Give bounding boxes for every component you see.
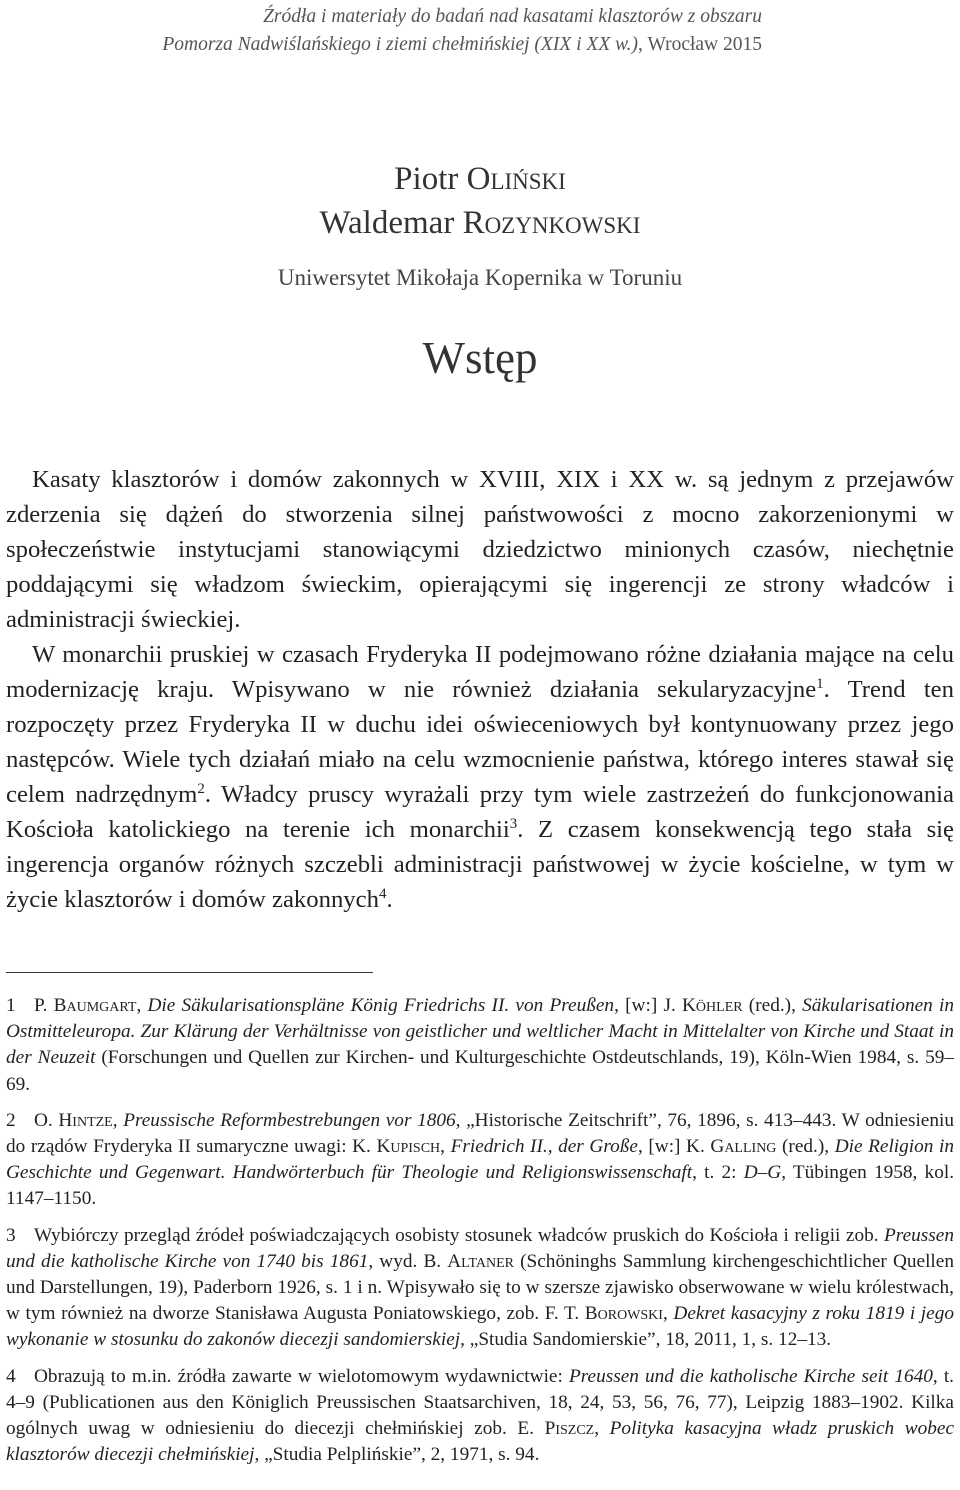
footnote-author-name: Kupisch — [376, 1136, 441, 1158]
footnote-text: , — [440, 1136, 451, 1158]
footnote-text: , t. 4–9 (Publicationen aus den Königlich Preussischen Staatsarchiven, 18, 24, 53, 56, 76, 77), Leipzig 1883–1902. Kilka ogólnych uwag w odniesieniu do diecezji chełmińskiej zob. E. — [6, 1365, 955, 1440]
footnote-author-name: Altaner — [447, 1250, 514, 1272]
footnote-title-text: Friedrich II., der Große — [450, 1136, 638, 1158]
footnote-title-text: Preussische Reformbestrebungen vor 1806 — [123, 1109, 456, 1131]
footnote-text: , t. 2: — [692, 1162, 744, 1184]
footnote-text: Obrazują to m.in. źródła zawarte w wielotomowym wydawnictwie: — [34, 1365, 569, 1387]
footnote-text: , — [594, 1418, 610, 1440]
footnote-ref-1[interactable]: 1 — [816, 675, 824, 692]
footnote-title-text: Die Säkularisationspläne König Friedrichs II. von Preußen — [147, 995, 615, 1016]
footnote-title-text: Säkularisationen in Ostmitteleuropa. Zur Klärung der Verhältnisse von geistlicher und weltlicher Macht in Mittelalter von Kirche und Staat in der Neuzeit — [6, 995, 955, 1069]
footnote-author-name: Baumgart — [53, 995, 137, 1016]
footnote-text: Wybiórczy przegląd źródeł poświadczających osobisty stosunek władców pruskich do Kościoła i religii zob. — [34, 1224, 885, 1246]
footnote-title-text: Die Religion in Geschichte und Gegenwart. Handwörterbuch für Theologie und Religionswissenschaft — [6, 1136, 955, 1184]
footnote-text: , [w:] K. — [637, 1136, 711, 1158]
footnote-text: , „Historische Zeitschrift”, 76, 1896, s. 413–443. W odniesieniu do rządów Fryderyka II sumaryczne uwagi: K. — [6, 1109, 954, 1158]
footnote-title-text: D–G — [743, 1162, 782, 1184]
authors — [0, 157, 960, 245]
paragraph-1: Kasaty klasztorów i domów zakonnych w XVIII, XIX i XX w. są jednym z przejawów zderzenia się dążeń do stworzenia silnej państwowości z mocno zakorzenionymi w społeczeństwie instytucjami stanowiącymi dziedzictwo minionych czasów, niechętnie poddającymi się władzom świeckim, opierającymi się ingerencji ze strony władców i administracji świeckiej. — [6, 466, 954, 633]
footnote-title-text: Preussen und die katholische Kirche seit 1640 — [568, 1365, 933, 1387]
footnote-title-text: Dekret kasacyjny z roku 1819 i jego wykonanie w stosunku do zakonów diecezji sandomierskiej — [6, 1303, 954, 1351]
running-header — [162, 3, 762, 59]
footnote-author-name: Galling — [710, 1136, 777, 1158]
footnote-text: (red.), — [776, 1136, 835, 1158]
affiliation: Uniwersytet Mikołaja Kopernika w Toruniu — [277, 265, 683, 290]
footnote-author-name: Borowski — [584, 1303, 663, 1325]
footnote-ref-4[interactable]: 4 — [378, 885, 387, 902]
footnote-separator — [6, 972, 373, 973]
paragraph-2: W monarchii pruskiej w czasach Fryderyka II podejmowano różne działania mające na celu modernizację kraju. Wpisywano w nie również działania sekularyzacyjne$^1$. Trend ten rozpoczęty przez Fryderyka II w duchu idei oświeceniowych był kontynuowany przez jego następców. Wiele tych działań miało na celu wzmocnienie państwa, którego interes stawał się celem nadrzędnym$^2$. Władcy pruscy wyrażali przy tym wiele zastrzeżeń do funkcjonowania Kościoła katolickiego na terenie ich monarchii$^3$. Z czasem konsekwencją tego stała się ingerencja organów różnych szczebli administracji państwowej w życie kościelne, w tym w życie klasztorów i domów zakonnych$^4$. — [6, 641, 954, 913]
footnote-text: O. — [34, 1109, 59, 1131]
author-1: Piotr Oliński — [394, 161, 566, 197]
footnote-text: , — [136, 995, 148, 1016]
author-2: Waldemar Rozynkowski — [319, 205, 641, 241]
footnote-number: 1 — [6, 995, 16, 1016]
footnote-text: , „Studia Pelplińskie”, 2, 1971, s. 94. — [254, 1444, 540, 1466]
footnote-text: , wyd. B. — [368, 1250, 448, 1272]
footnote-ref-2[interactable]: 2 — [197, 780, 205, 797]
footnote-text: , — [112, 1109, 124, 1131]
footnote-number: 3 — [6, 1224, 16, 1246]
footnote-number: 2 — [6, 1109, 16, 1131]
footnote-1 — [6, 993, 954, 1098]
footnote-3 — [6, 1223, 954, 1354]
footnote-author-name: Piszcz — [544, 1418, 595, 1440]
footnote-author-name: Hintze — [58, 1109, 113, 1131]
footnote-2 — [6, 1108, 954, 1213]
body-text — [6, 462, 954, 917]
header-line-2: Pomorza Nadwiślańskiego i ziemi chełmińskiej (XIX i XX w.), Wrocław 2015 — [162, 34, 762, 55]
footnote-author-name: Köhler — [682, 995, 743, 1016]
footnote-text: , [w:] J. — [614, 995, 682, 1016]
footnote-text: , „Studia Sandomierskie”, 18, 2011, 1, s. 12–13. — [460, 1329, 832, 1351]
footnote-text: (Schöninghs Sammlung kirchengeschichtlicher Quellen und Darstellungen, 19), Paderborn 1926, s. 1 i n. Wpisywało się to w szersze zjawisko obserwowane w wielu królestwach, w tym również na dworze Stanisława Augusta Poniatowskiego, zob. F. T. — [6, 1250, 954, 1325]
chapter-title: Wstęp — [422, 333, 538, 383]
footnote-text: P. — [34, 995, 54, 1016]
footnote-text: (Forschungen und Quellen zur Kirchen- und Kulturgeschichte Ostdeutschlands, 19), Köln-Wien 1984, s. 59–69. — [6, 1047, 954, 1095]
footnotes — [6, 993, 954, 1478]
footnote-4 — [6, 1364, 954, 1469]
footnote-title-text: Polityka kasacyjna władz pruskich wobec klasztorów diecezji chełmińskiej — [6, 1418, 954, 1466]
footnote-text: , Tübingen 1958, kol. 1147–1150. — [6, 1162, 955, 1210]
header-line-1: Źródła i materiały do badań nad kasatami klasztorów z obszaru — [263, 6, 762, 27]
footnote-text: , — [662, 1303, 674, 1325]
footnote-text: (red.), — [742, 995, 803, 1016]
footnote-title-text: Preussen und die katholische Kirche von 1740 bis 1861 — [6, 1224, 954, 1272]
footnote-ref-3[interactable]: 3 — [509, 815, 518, 832]
footnote-number: 4 — [6, 1365, 16, 1387]
